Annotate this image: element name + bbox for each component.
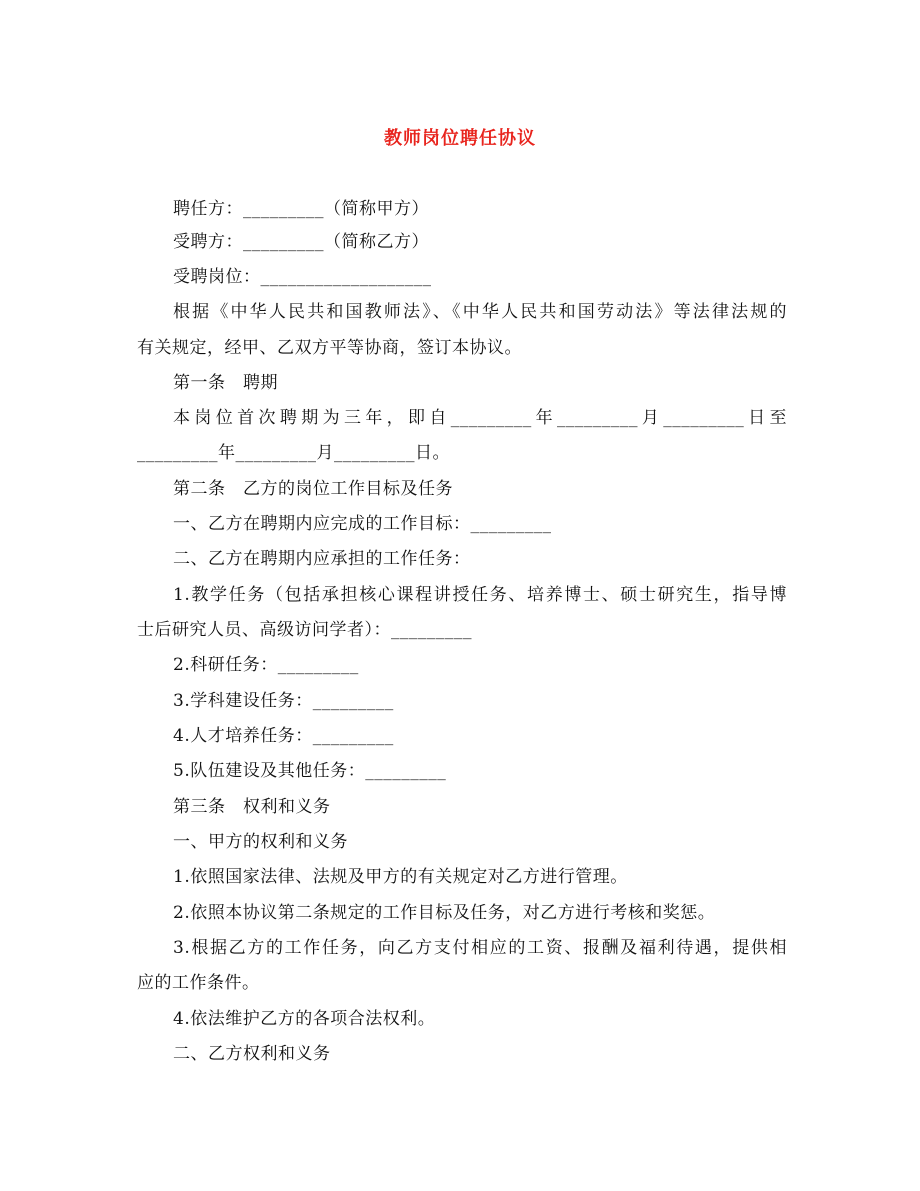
party-a-item-1: 1.依照国家法律、法规及甲方的有关规定对乙方进行管理。 [173,867,628,887]
appointing-party-line: 聘任方：_________（简称甲方） [173,199,429,219]
party-a-item-3-line-2: 应的工作条件。 [137,973,260,993]
preamble-line-1: 根据《中华人民共和国教师法》、《中华人民共和国劳动法》等法律法规的 [173,302,787,322]
preamble-line-2: 有关规定，经甲、乙双方平等协商，签订本协议。 [137,338,522,358]
talent-task-line: 4.人才培养任务：_________ [173,726,394,746]
tasks-line: 二、乙方在聘期内应承担的工作任务： [173,549,471,569]
party-a-rights-heading: 一、甲方的权利和义务 [173,832,348,852]
discipline-task-line: 3.学科建设任务：_________ [173,691,394,711]
article-2-heading: 第二条 乙方的岗位工作目标及任务 [173,479,453,499]
party-b-rights-heading: 二、乙方权利和义务 [173,1044,331,1064]
teaching-task-line-2: 士后研究人员、高级访问学者）：_________ [137,620,472,640]
position-line: 受聘岗位：___________________ [173,267,432,287]
party-a-item-2: 2.依照本协议第二条规定的工作目标及任务，对乙方进行考核和奖惩。 [173,903,716,923]
research-task-line: 2.科研任务：_________ [173,655,359,675]
appointed-party-line: 受聘方：_________（简称乙方） [173,232,429,252]
term-line-2: _________年_________月_________日。 [137,443,450,463]
article-1-heading: 第一条 聘期 [173,373,278,393]
party-a-item-4: 4.依法维护乙方的各项合法权利。 [173,1009,436,1029]
term-line-1: 本岗位首次聘期为三年，即自_________年_________月_________日至 [173,408,787,428]
document-title: 教师岗位聘任协议 [384,128,536,149]
teaching-task-line-1: 1.教学任务（包括承担核心课程讲授任务、培养博士、硕士研究生，指导博 [173,585,787,605]
team-task-line: 5.队伍建设及其他任务：_________ [173,761,447,781]
goals-line: 一、乙方在聘期内应完成的工作目标：_________ [173,514,552,534]
article-3-heading: 第三条 权利和义务 [173,797,331,817]
party-a-item-3-line-1: 3.根据乙方的工作任务，向乙方支付相应的工资、报酬及福利待遇，提供相 [173,938,787,958]
